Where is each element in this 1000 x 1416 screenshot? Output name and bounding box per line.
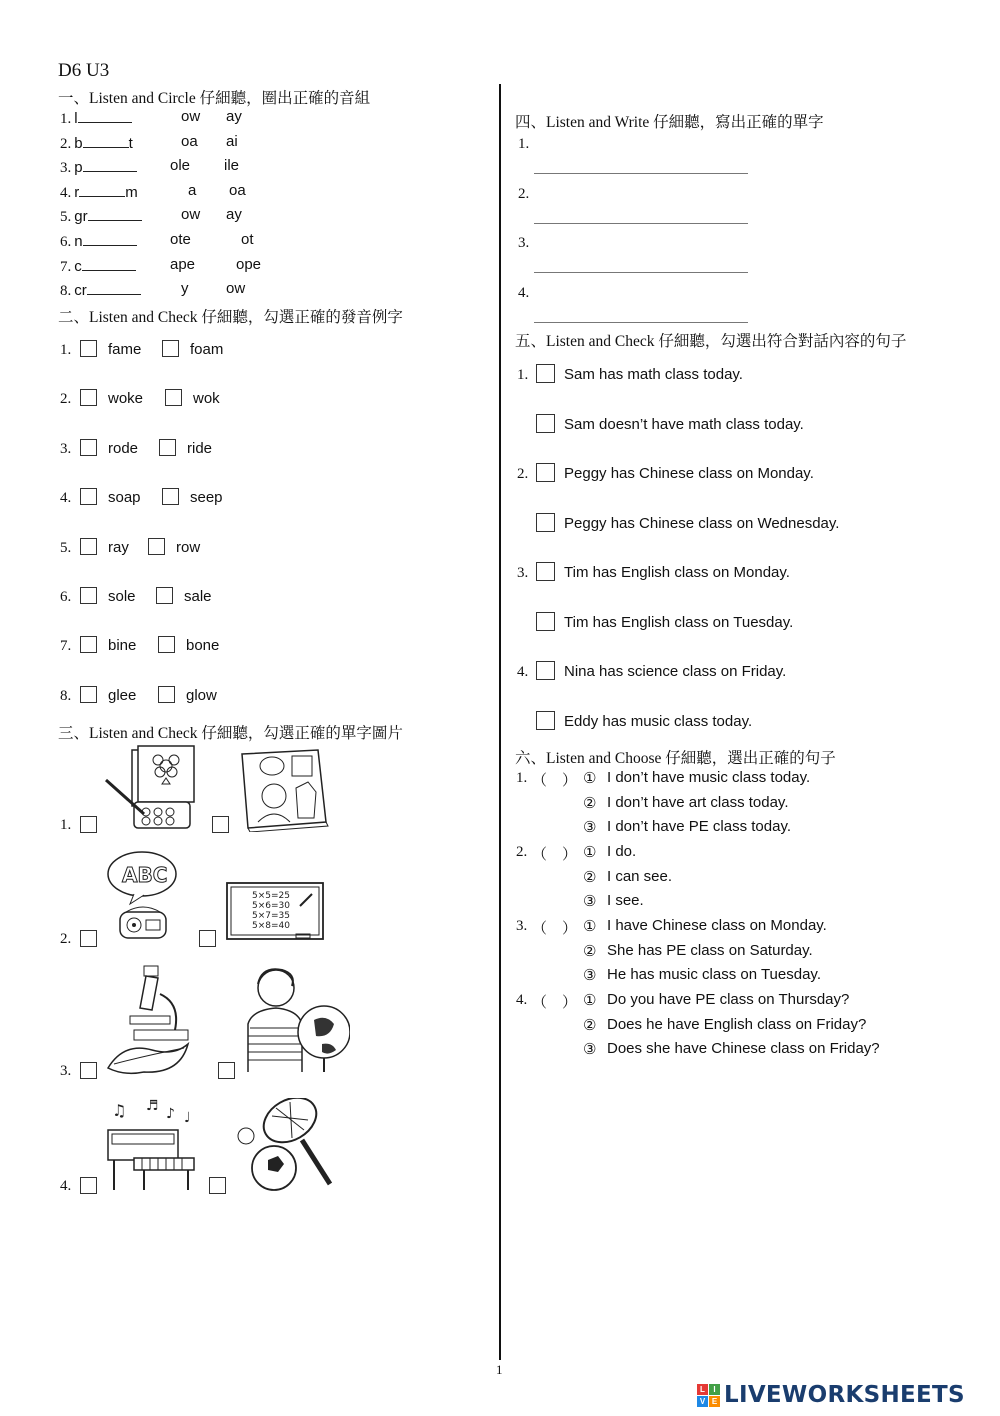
checkbox[interactable]: [536, 463, 555, 482]
option-marker: ①: [583, 918, 597, 935]
write-answer-line[interactable]: [534, 322, 748, 323]
checkbox[interactable]: [156, 587, 173, 604]
option-1[interactable]: ow: [181, 108, 201, 125]
item-number: 4.: [517, 664, 529, 680]
chinese-book-icon: [238, 748, 330, 832]
art-supplies-icon: [104, 744, 196, 830]
checkbox[interactable]: [80, 488, 97, 505]
item-number: 5.: [60, 539, 72, 556]
section-1-title: 一、Listen and Circle 仔細聽，圈出正確的音組: [58, 90, 371, 107]
write-answer-line[interactable]: [534, 272, 748, 273]
sentence-option-a: Peggy has Chinese class on Monday.: [564, 465, 814, 482]
brand-text: LIVEWORKSHEETS: [724, 1382, 965, 1408]
item-number: 2.: [516, 844, 528, 860]
write-answer-line[interactable]: [534, 223, 748, 224]
word-option-1: soap: [108, 489, 141, 507]
checkbox[interactable]: [536, 513, 555, 532]
checkbox[interactable]: [80, 439, 97, 456]
checkbox[interactable]: [159, 439, 176, 456]
picture-checkbox-2[interactable]: [209, 1177, 226, 1194]
sentence-option-b: Sam doesn’t have math class today.: [564, 415, 804, 433]
option-2[interactable]: ope: [236, 255, 262, 273]
picture-checkbox-2[interactable]: [199, 930, 216, 947]
answer-blank[interactable]: [82, 256, 136, 271]
word-prefix: n: [74, 233, 83, 250]
circle-item: [60, 280, 141, 300]
option-2[interactable]: oa: [229, 181, 246, 199]
board-line-2: 5×6=30: [252, 901, 290, 911]
item-number: 3.: [60, 1063, 72, 1079]
word-option-2: sale: [184, 588, 212, 605]
word-prefix: r: [74, 183, 80, 201]
option-1[interactable]: oa: [181, 132, 198, 150]
word-option-2: row: [176, 538, 201, 556]
sentence-option-a: Tim has English class on Monday.: [564, 564, 790, 581]
item-number: 7.: [60, 638, 72, 655]
item-number: 1.: [518, 136, 530, 152]
checkbox[interactable]: [536, 661, 555, 680]
checkbox[interactable]: [158, 636, 175, 653]
board-line-1: 5×5=25: [252, 891, 290, 901]
option-2[interactable]: ot: [241, 231, 254, 248]
boy-globe-icon: [242, 964, 350, 1076]
option-marker: ①: [583, 770, 597, 787]
item-number: 7.: [60, 258, 72, 275]
item-number: 2.: [60, 931, 72, 947]
option-marker: ②: [583, 1016, 597, 1034]
answer-blank[interactable]: [83, 231, 137, 246]
item-number: 3.: [516, 918, 528, 934]
word-option-2: seep: [190, 489, 223, 507]
item-number: 1.: [517, 367, 529, 383]
sentence-option-a: Nina has science class on Friday.: [564, 663, 787, 680]
answer-bracket[interactable]: （ ）: [532, 772, 578, 789]
board-line-4: 5×8=40: [252, 921, 290, 931]
picture-checkbox-1[interactable]: [80, 1177, 97, 1194]
checkbox[interactable]: [148, 538, 165, 555]
picture-checkbox-1[interactable]: [80, 930, 97, 947]
answer-blank[interactable]: [83, 157, 137, 172]
answer-bracket[interactable]: （ ）: [532, 920, 578, 937]
svg-text:♩: ♩: [184, 1110, 191, 1126]
word-prefix: c: [74, 257, 82, 275]
microscope-icon: [104, 964, 196, 1078]
section-6-title: 六、Listen and Choose 仔細聽，選出正確的句子: [515, 750, 836, 767]
svg-text:♪: ♪: [166, 1106, 175, 1122]
section-3-title: 三、Listen and Check 仔細聽，勾選正確的單字圖片: [58, 725, 403, 742]
piano-icon: [104, 1096, 200, 1192]
item-number: 2.: [60, 135, 72, 152]
board-line-3: 5×7=35: [252, 911, 290, 921]
item-number: 6.: [60, 234, 72, 250]
sentence-option: He has music class on Tuesday.: [607, 966, 821, 984]
option-2[interactable]: ay: [226, 108, 242, 125]
word-option-2: ride: [187, 439, 213, 457]
sentence-option: I don’t have art class today.: [607, 793, 789, 811]
logo-letter: L: [697, 1384, 708, 1395]
option-marker: ③: [583, 967, 597, 985]
answer-bracket[interactable]: （ ）: [532, 846, 578, 863]
sentence-option: I don’t have PE class today.: [607, 818, 791, 836]
answer-bracket[interactable]: （ ）: [532, 994, 578, 1011]
circle-item: [60, 133, 133, 153]
circle-item: [60, 182, 138, 202]
section-2-title: 二、Listen and Check 仔細聽，勾選正確的發音例字: [58, 309, 403, 326]
sentence-option: Does she have Chinese class on Friday?: [607, 1040, 880, 1058]
sentence-option-b: Eddy has music class today.: [564, 712, 753, 730]
picture-checkbox-2[interactable]: [212, 816, 229, 833]
logo-letter: V: [697, 1396, 708, 1407]
word-prefix: b: [74, 134, 83, 152]
word-suffix: m: [125, 183, 138, 201]
item-number: 4.: [518, 284, 530, 301]
option-marker: ②: [583, 942, 597, 960]
abc-radio-icon: [104, 850, 184, 942]
option-marker: ③: [583, 893, 597, 911]
option-1[interactable]: a: [188, 181, 197, 199]
item-number: 3.: [60, 160, 72, 177]
sentence-option: Does he have English class on Friday?: [607, 1015, 867, 1033]
logo-letter: I: [709, 1384, 720, 1395]
item-number: 1.: [60, 342, 72, 358]
checkbox[interactable]: [536, 562, 555, 581]
option-marker: ②: [583, 794, 597, 812]
checkbox[interactable]: [162, 340, 179, 357]
option-1[interactable]: ow: [181, 206, 201, 224]
checkbox[interactable]: [158, 686, 175, 703]
circle-item: [60, 256, 136, 276]
word-prefix: p: [74, 159, 83, 177]
checkbox[interactable]: [165, 389, 182, 406]
item-number: 3.: [518, 235, 530, 251]
item-number: 6.: [60, 589, 72, 605]
word-option-2: glow: [186, 686, 217, 704]
answer-blank[interactable]: [79, 182, 125, 197]
sentence-option: I see.: [607, 892, 644, 910]
item-number: 4.: [60, 1178, 72, 1194]
worksheet-title: D6 U3: [58, 60, 110, 81]
word-option-1: glee: [108, 686, 137, 704]
item-number: 4.: [60, 490, 72, 507]
option-marker: ②: [583, 868, 597, 886]
checkbox[interactable]: [80, 538, 97, 555]
svg-text:ABC: ABC: [122, 863, 168, 887]
checkbox[interactable]: [80, 587, 97, 604]
item-number: 2.: [60, 391, 72, 408]
sentence-option: I don’t have music class today.: [607, 769, 811, 786]
sentence-option-b: Tim has English class on Tuesday.: [564, 613, 794, 631]
answer-blank[interactable]: [83, 133, 129, 148]
checkbox[interactable]: [536, 414, 555, 433]
option-1[interactable]: ote: [170, 231, 191, 248]
item-number: 4.: [60, 184, 72, 201]
sentence-option-a: Sam has math class today.: [564, 366, 743, 383]
word-option-1: fame: [108, 341, 142, 358]
answer-blank[interactable]: [87, 280, 141, 295]
item-number: 1.: [516, 770, 528, 786]
answer-blank[interactable]: [88, 206, 142, 221]
checkbox[interactable]: [80, 389, 97, 406]
svg-text:♬: ♬: [146, 1098, 159, 1114]
option-2[interactable]: ai: [226, 132, 238, 150]
checkbox[interactable]: [162, 488, 179, 505]
logo-grid: [697, 1384, 720, 1407]
word-option-1: ray: [108, 538, 129, 556]
circle-item: [60, 231, 137, 251]
word-option-2: bone: [186, 637, 220, 655]
ball-racket-icon: [232, 1098, 340, 1194]
option-marker: ③: [583, 819, 597, 837]
sentence-option: I have Chinese class on Monday.: [607, 917, 827, 934]
item-number: 2.: [517, 466, 529, 482]
picture-checkbox-1[interactable]: [80, 816, 97, 833]
word-prefix: gr: [74, 208, 88, 226]
checkbox[interactable]: [536, 612, 555, 631]
sentence-option-b: Peggy has Chinese class on Wednesday.: [564, 514, 840, 532]
answer-blank[interactable]: [78, 108, 132, 123]
word-suffix: t: [128, 134, 133, 152]
option-1[interactable]: ape: [170, 255, 196, 273]
column-divider: [499, 84, 501, 1360]
item-number: 3.: [60, 440, 72, 457]
circle-item: [60, 108, 132, 128]
write-answer-line[interactable]: [534, 173, 748, 174]
checkbox[interactable]: [536, 364, 555, 383]
option-1[interactable]: ole: [170, 157, 191, 175]
word-option-1: woke: [108, 390, 144, 408]
option-2[interactable]: ay: [226, 206, 242, 224]
math-blackboard-icon: [226, 882, 326, 942]
svg-text:♫: ♫: [112, 1101, 127, 1120]
option-marker: ①: [583, 844, 597, 861]
item-number: 8.: [60, 283, 72, 300]
checkbox[interactable]: [80, 636, 97, 653]
option-2[interactable]: ile: [224, 157, 240, 175]
sentence-option: She has PE class on Saturday.: [607, 941, 813, 959]
item-number: 1.: [60, 817, 72, 833]
liveworksheets-logo: [697, 1381, 965, 1409]
option-1[interactable]: y: [181, 280, 189, 298]
option-marker: ③: [583, 1041, 597, 1059]
item-number: 8.: [60, 687, 72, 704]
item-number: 5.: [60, 209, 72, 226]
checkbox[interactable]: [80, 686, 97, 703]
circle-item: [60, 157, 137, 177]
circle-item: [60, 206, 142, 226]
word-option-2: foam: [190, 341, 224, 358]
section-5-title: 五、Listen and Check 仔細聽，勾選出符合對話內容的句子: [515, 333, 907, 350]
picture-checkbox-2[interactable]: [218, 1062, 235, 1079]
item-number: 1.: [60, 111, 72, 127]
word-option-1: rode: [108, 439, 139, 457]
checkbox[interactable]: [536, 711, 555, 730]
option-2[interactable]: ow: [226, 280, 246, 298]
picture-checkbox-1[interactable]: [80, 1062, 97, 1079]
sentence-option: I do.: [607, 843, 637, 860]
checkbox[interactable]: [80, 340, 97, 357]
sentence-option: I can see.: [607, 867, 673, 885]
section-4-title: 四、Listen and Write 仔細聽，寫出正確的單字: [515, 114, 824, 131]
word-option-1: sole: [108, 588, 136, 605]
word-prefix: cr: [74, 282, 87, 300]
option-marker: ①: [583, 992, 597, 1009]
word-option-1: bine: [108, 637, 137, 655]
item-number: 4.: [516, 992, 528, 1008]
logo-letter: E: [709, 1396, 720, 1407]
item-number: 3.: [517, 565, 529, 581]
word-prefix: l: [74, 110, 78, 127]
word-option-2: wok: [193, 390, 220, 408]
page-number: 1: [496, 1362, 503, 1377]
item-number: 2.: [518, 185, 530, 202]
sentence-option: Do you have PE class on Thursday?: [607, 991, 850, 1008]
